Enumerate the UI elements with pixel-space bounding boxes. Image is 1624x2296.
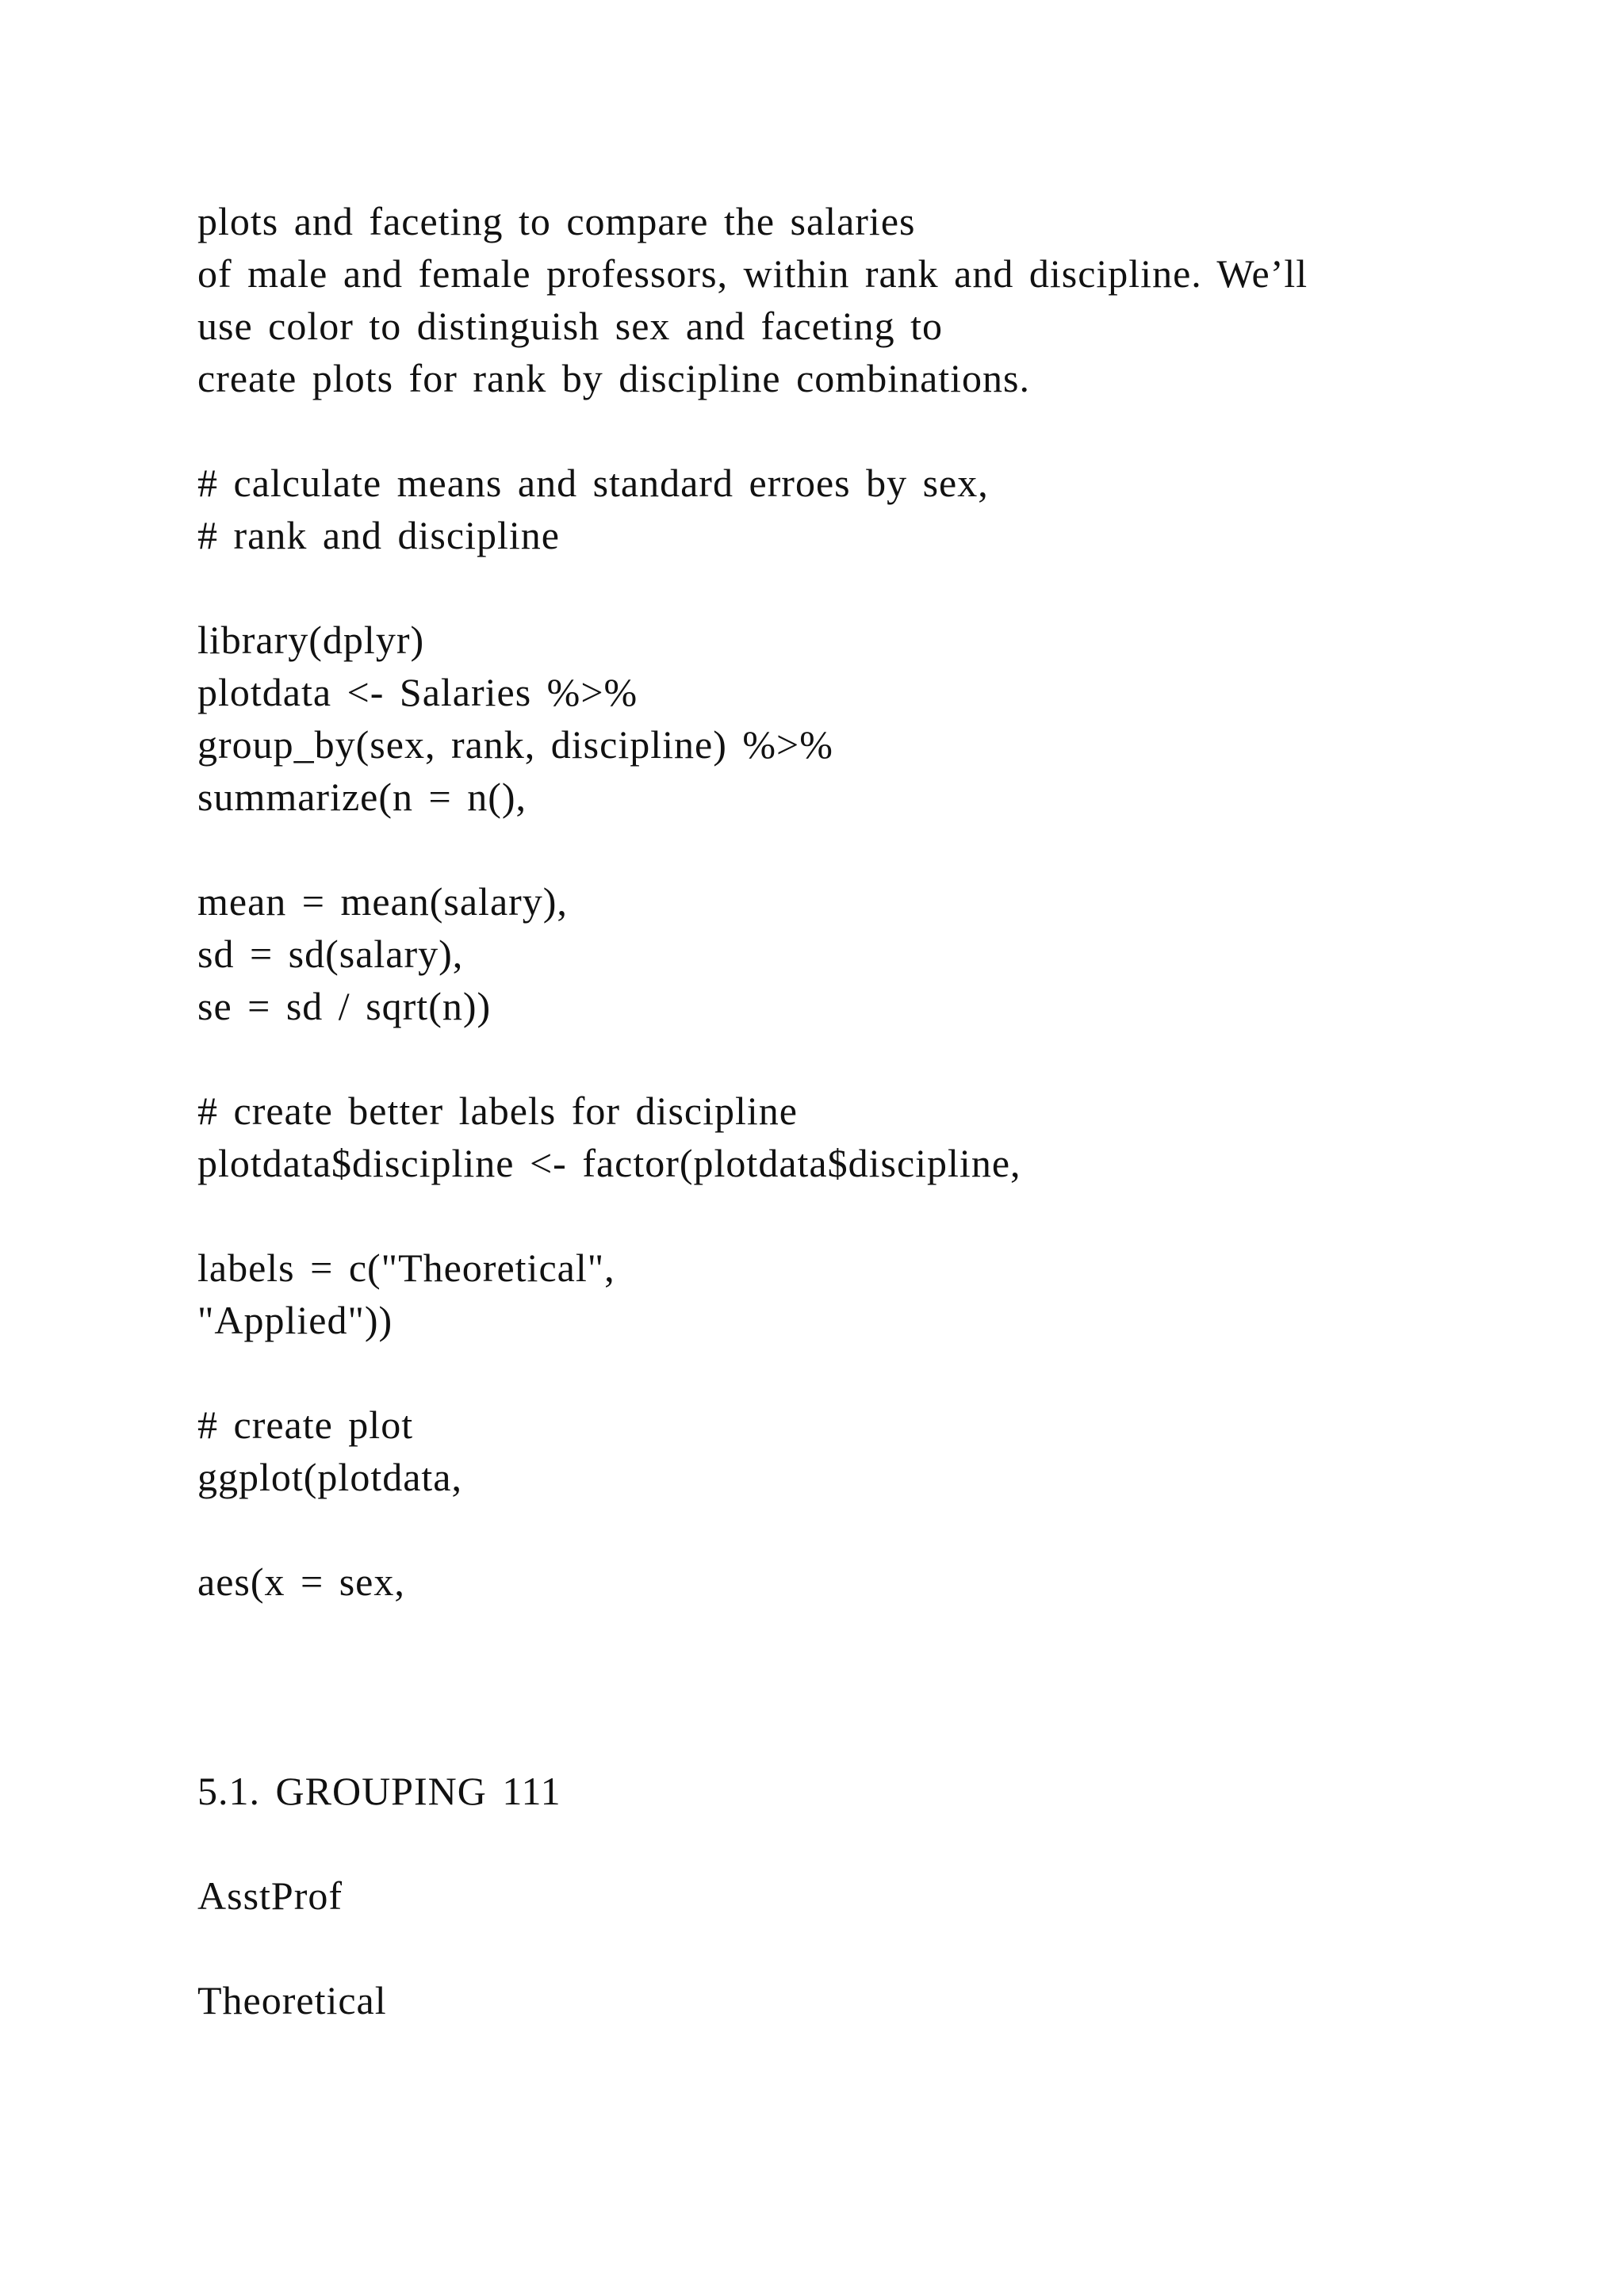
facet-rank-label: AsstProf xyxy=(197,1873,343,1918)
code-line: summarize(n = n(), xyxy=(197,775,527,819)
code-line: ggplot(plotdata, xyxy=(197,1455,462,1499)
code-line: sd = sd(salary), xyxy=(197,932,464,976)
paragraph-line: create plots for rank by discipline combinations. xyxy=(197,356,1031,400)
facet-discipline-label: Theoretical xyxy=(197,1978,387,2022)
paragraph-line: plots and faceting to compare the salaries xyxy=(197,199,916,243)
code-line: "Applied")) xyxy=(197,1298,393,1342)
section-header: 5.1. GROUPING 111 xyxy=(197,1769,561,1813)
code-comment-line: # create plot xyxy=(197,1402,414,1447)
code-line: mean = mean(salary), xyxy=(197,879,568,924)
paragraph-line: use color to distinguish sex and faceting to xyxy=(197,304,944,348)
code-line: labels = c("Theoretical", xyxy=(197,1246,615,1290)
code-line: plotdata$discipline <- factor(plotdata$discipline, xyxy=(197,1141,1021,1185)
code-comment-line: # rank and discipline xyxy=(197,513,560,557)
paragraph-line: of male and female professors, within rank and discipline. We’ll xyxy=(197,251,1308,296)
code-line: library(dplyr) xyxy=(197,618,425,662)
code-line: plotdata <- Salaries %>% xyxy=(197,670,638,714)
code-line: aes(x = sex, xyxy=(197,1559,405,1604)
code-line: se = sd / sqrt(n)) xyxy=(197,984,492,1028)
code-line: group_by(sex, rank, discipline) %>% xyxy=(197,722,833,767)
code-comment-line: # create better labels for discipline xyxy=(197,1089,798,1133)
code-comment-line: # calculate means and standard erroes by sex, xyxy=(197,461,989,505)
